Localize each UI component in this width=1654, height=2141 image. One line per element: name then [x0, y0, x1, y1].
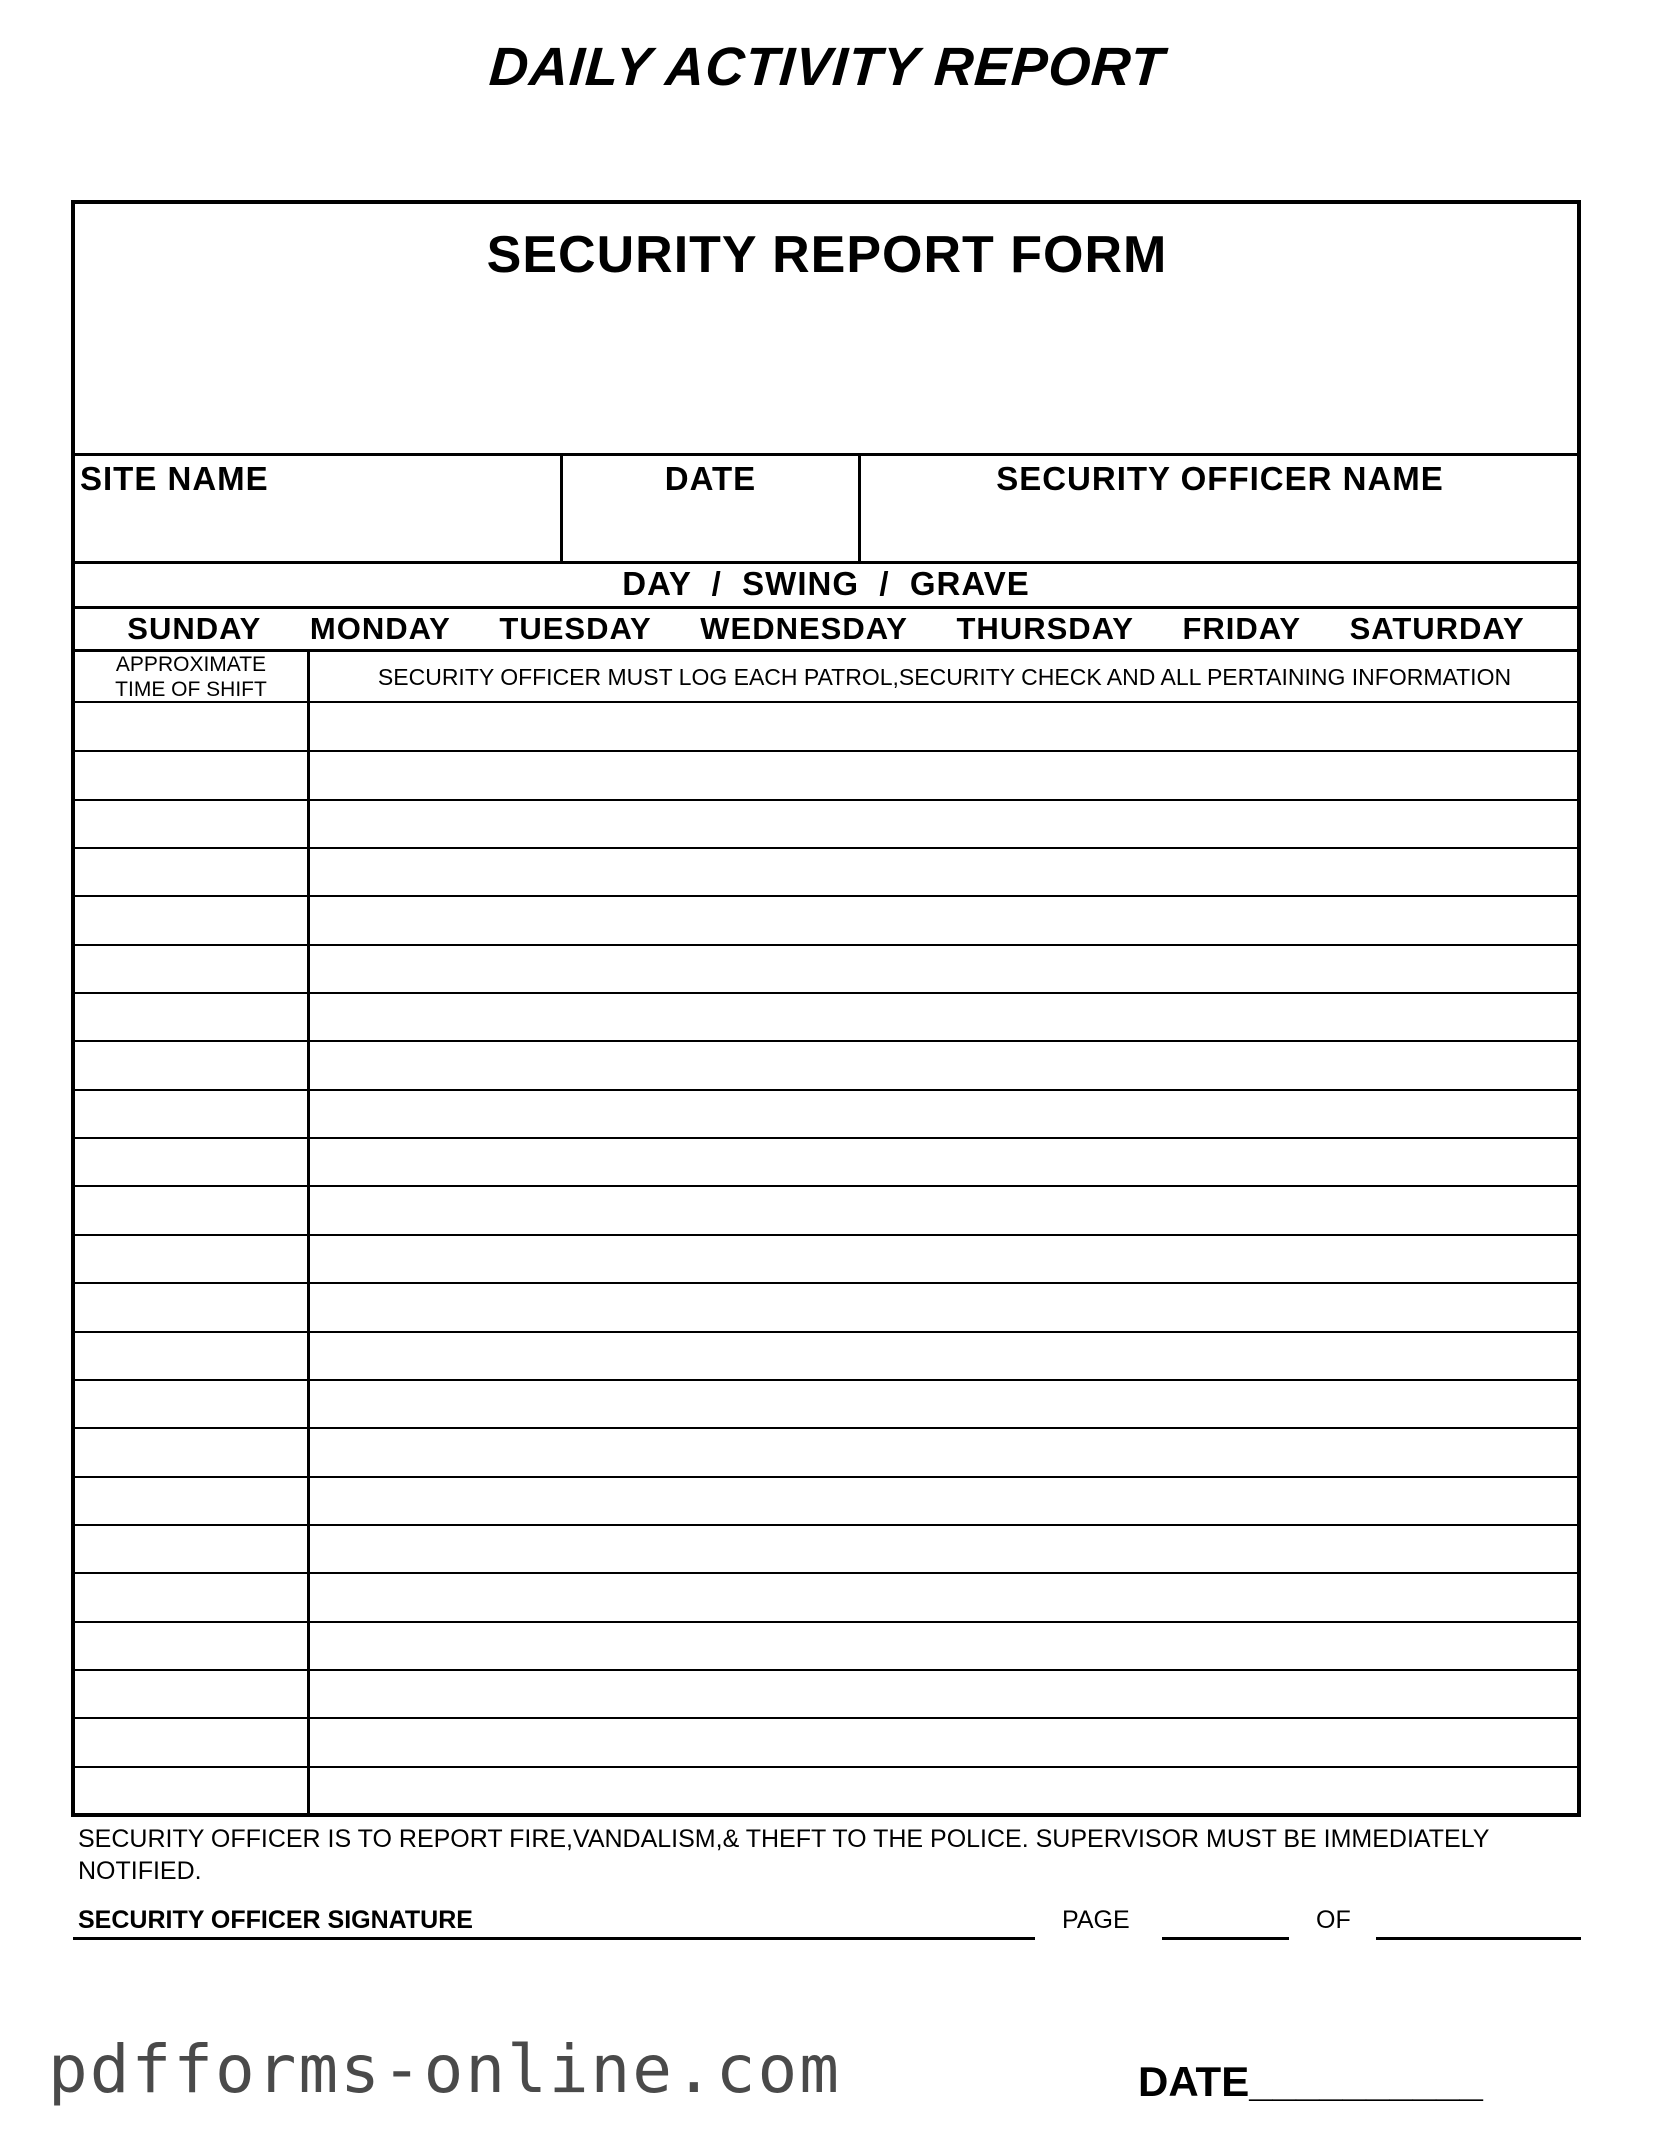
log-entry-cell[interactable]	[310, 1525, 1575, 1570]
time-cell[interactable]	[75, 751, 305, 796]
table-row	[75, 1235, 1577, 1283]
table-row	[75, 800, 1577, 848]
day-monday[interactable]: MONDAY	[309, 611, 451, 646]
day-friday[interactable]: FRIDAY	[1182, 611, 1301, 646]
time-cell[interactable]	[75, 1138, 305, 1183]
time-cell[interactable]	[75, 703, 305, 748]
table-row	[75, 945, 1577, 993]
table-row	[75, 1332, 1577, 1380]
table-row	[75, 1622, 1577, 1670]
table-row	[75, 1670, 1577, 1718]
page-title: DAILY ACTIVITY REPORT	[487, 37, 1167, 97]
weekday-row	[75, 609, 1577, 649]
report-notice: SECURITY OFFICER IS TO REPORT FIRE,VANDALISM,& THEFT TO THE POLICE. SUPERVISOR MUST BE IMMEDIATELY NOTIFIED.	[78, 1825, 1489, 1885]
time-cell[interactable]	[75, 945, 305, 990]
log-entry-cell[interactable]	[310, 1428, 1575, 1473]
date-field[interactable]	[566, 500, 854, 558]
log-entry-cell[interactable]	[310, 1718, 1575, 1763]
time-cell[interactable]	[75, 1041, 305, 1086]
log-instruction: SECURITY OFFICER MUST LOG EACH PATROL,SECURITY CHECK AND ALL PERTAINING INFORMATION	[377, 664, 1512, 690]
time-cell[interactable]	[75, 1622, 305, 1667]
log-entry-cell[interactable]	[310, 1186, 1575, 1231]
signature-label: SECURITY OFFICER SIGNATURE	[78, 1906, 473, 1934]
table-row	[75, 1428, 1577, 1476]
page-number-field[interactable]	[1162, 1937, 1289, 1940]
log-entry-cell[interactable]	[310, 1332, 1575, 1377]
bottom-date-field[interactable]: DATE__________	[1138, 2058, 1483, 2105]
time-cell[interactable]	[75, 1670, 305, 1715]
time-cell[interactable]	[75, 1573, 305, 1618]
date-label: DATE	[664, 460, 757, 497]
log-entry-cell[interactable]	[310, 848, 1575, 893]
of-label: OF	[1316, 1906, 1351, 1934]
page-total-field[interactable]	[1376, 1937, 1581, 1940]
log-entry-cell[interactable]	[310, 1622, 1575, 1667]
log-entry-cell[interactable]	[310, 896, 1575, 941]
log-entry-cell[interactable]	[310, 1380, 1575, 1425]
table-row	[75, 848, 1577, 896]
table-row	[75, 1186, 1577, 1234]
log-entry-cell[interactable]	[310, 1138, 1575, 1183]
time-cell[interactable]	[75, 1283, 305, 1328]
time-cell[interactable]	[75, 1235, 305, 1280]
form-title: SECURITY REPORT FORM	[486, 226, 1168, 284]
time-cell[interactable]	[75, 1525, 305, 1570]
table-row	[75, 1380, 1577, 1428]
table-row	[75, 1525, 1577, 1573]
table-row	[75, 1090, 1577, 1138]
log-entry-cell[interactable]	[310, 1235, 1575, 1280]
log-entry-cell[interactable]	[310, 703, 1575, 748]
log-entry-cell[interactable]	[310, 1041, 1575, 1086]
table-row	[75, 993, 1577, 1041]
log-entry-cell[interactable]	[310, 1477, 1575, 1522]
log-entry-cell[interactable]	[310, 800, 1575, 845]
table-row	[75, 1477, 1577, 1525]
table-row	[75, 1767, 1577, 1815]
day-tuesday[interactable]: TUESDAY	[499, 611, 652, 646]
site-name-field[interactable]	[80, 500, 556, 558]
log-entry-cell[interactable]	[310, 1090, 1575, 1135]
officer-name-field[interactable]	[866, 500, 1574, 558]
time-column-header	[75, 652, 307, 702]
time-cell[interactable]	[75, 993, 305, 1038]
day-saturday[interactable]: SATURDAY	[1349, 611, 1525, 646]
time-cell[interactable]	[75, 1428, 305, 1473]
log-entry-cell[interactable]	[310, 751, 1575, 796]
time-cell[interactable]	[75, 1090, 305, 1135]
log-entry-cell[interactable]	[310, 1670, 1575, 1715]
page-label: PAGE	[1062, 1906, 1130, 1934]
shift-options[interactable]: DAY / SWING / GRAVE	[622, 565, 1030, 602]
officer-name-label: SECURITY OFFICER NAME	[996, 460, 1444, 497]
table-row	[75, 1283, 1577, 1331]
time-header-line1: APPROXIMATE	[115, 653, 267, 676]
time-cell[interactable]	[75, 1767, 305, 1812]
day-sunday[interactable]: SUNDAY	[127, 611, 262, 646]
time-cell[interactable]	[75, 1186, 305, 1231]
table-row	[75, 751, 1577, 799]
time-cell[interactable]	[75, 800, 305, 845]
time-cell[interactable]	[75, 848, 305, 893]
log-entry-cell[interactable]	[310, 945, 1575, 990]
day-wednesday[interactable]: WEDNESDAY	[700, 611, 908, 646]
watermark: pdfforms-online.com	[48, 2031, 841, 2108]
log-entry-cell[interactable]	[310, 993, 1575, 1038]
time-cell[interactable]	[75, 1477, 305, 1522]
table-row	[75, 703, 1577, 751]
site-name-label: SITE NAME	[80, 460, 269, 497]
time-cell[interactable]	[75, 896, 305, 941]
table-row	[75, 1573, 1577, 1621]
time-header-line2: TIME OF SHIFT	[115, 678, 267, 701]
time-cell[interactable]	[75, 1332, 305, 1377]
table-row	[75, 1138, 1577, 1186]
table-row	[75, 1718, 1577, 1766]
time-cell[interactable]	[75, 1718, 305, 1763]
table-row	[75, 1041, 1577, 1089]
table-row	[75, 896, 1577, 944]
log-entry-cell[interactable]	[310, 1573, 1575, 1618]
day-thursday[interactable]: THURSDAY	[956, 611, 1134, 646]
time-cell[interactable]	[75, 1380, 305, 1425]
log-entry-cell[interactable]	[310, 1767, 1575, 1812]
field-row-top-border	[73, 453, 1579, 456]
signature-line[interactable]	[73, 1937, 1035, 1940]
log-entry-cell[interactable]	[310, 1283, 1575, 1328]
